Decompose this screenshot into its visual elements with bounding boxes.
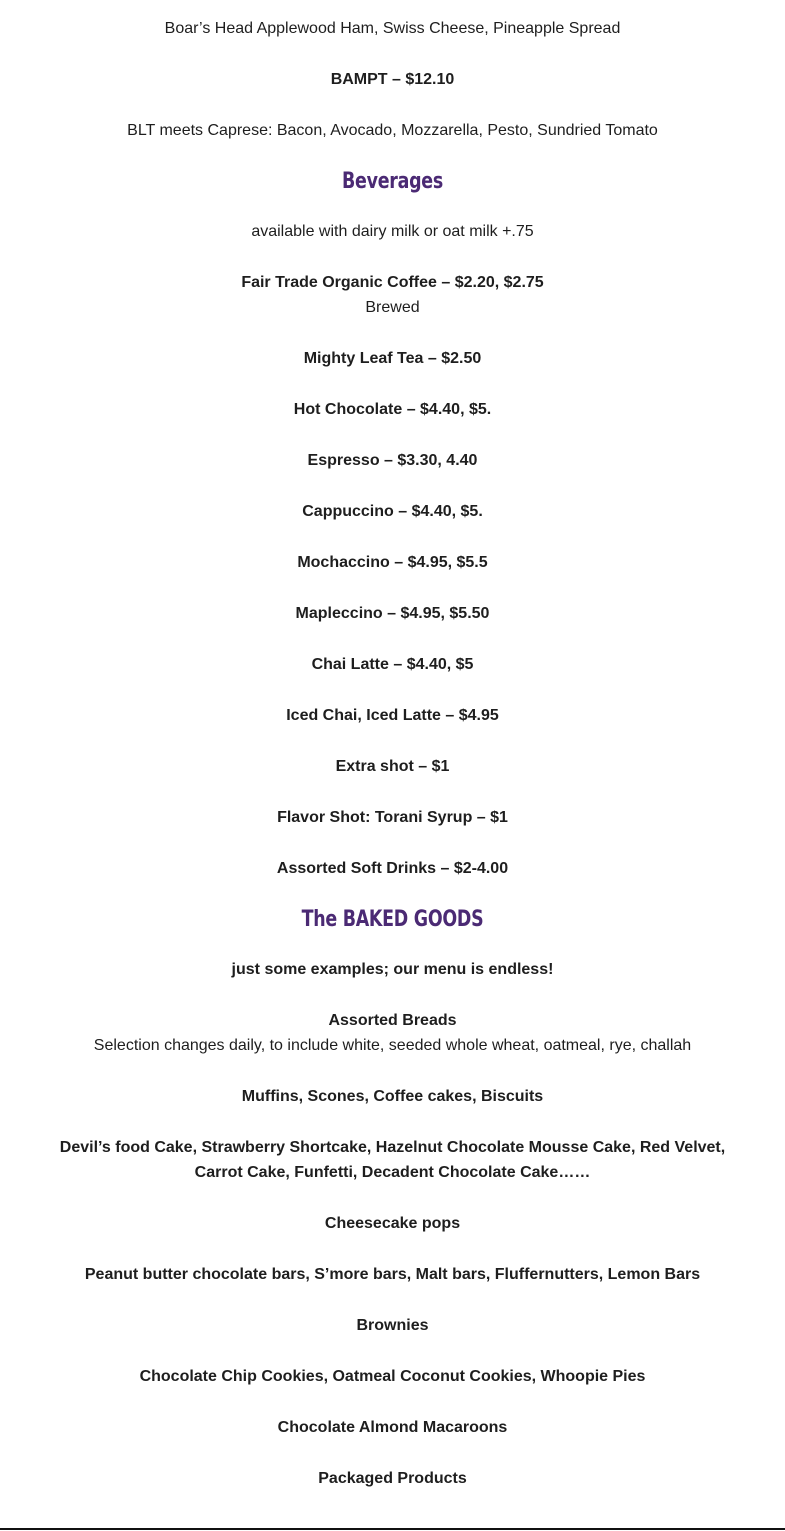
beverage-item: Assorted Soft Drinks – $2-4.00 [276, 860, 509, 877]
beverage-item: Mochaccino – $4.95, $5.5 [297, 554, 488, 571]
beverage-detail: Brewed [365, 299, 420, 316]
baked-item: Muffins, Scones, Coffee cakes, Biscuits [241, 1088, 544, 1105]
bottom-divider [0, 1528, 785, 1530]
baked-item: Cheesecake pops [324, 1215, 461, 1232]
baked-goods-heading: The BAKED GOODS [301, 907, 484, 932]
beverage-item: Flavor Shot: Torani Syrup – $1 [277, 809, 508, 826]
beverage-item: Hot Chocolate – $4.40, $5. [293, 401, 492, 418]
baked-item: Devil’s food Cake, Strawberry Shortcake, Hazelnut Chocolate Mousse Cake, Red Velvet, [59, 1139, 726, 1156]
menu-content [0, 18, 785, 1490]
baked-item: Chocolate Almond Macaroons [277, 1419, 508, 1436]
beverage-item: Mighty Leaf Tea – $2.50 [303, 350, 482, 367]
sandwich-description: Boar’s Head Applewood Ham, Swiss Cheese, Pineapple Spread [164, 20, 621, 37]
beverages-note: available with dairy milk or oat milk +.75 [251, 223, 534, 240]
baked-item: Chocolate Chip Cookies, Oatmeal Coconut Cookies, Whoopie Pies [139, 1368, 646, 1385]
baked-item: Packaged Products [318, 1470, 467, 1487]
beverage-item: Cappuccino – $4.40, $5. [302, 503, 483, 520]
beverage-item: Extra shot – $1 [335, 758, 450, 775]
baked-goods-note: just some examples; our menu is endless! [231, 961, 554, 978]
baked-item-continued: Carrot Cake, Funfetti, Decadent Chocolate Cake…… [194, 1164, 591, 1181]
sandwich-name: BAMPT – $12.10 [330, 71, 455, 88]
beverage-item: Mapleccino – $4.95, $5.50 [295, 605, 490, 622]
sandwich-description: BLT meets Caprese: Bacon, Avocado, Mozzarella, Pesto, Sundried Tomato [127, 122, 658, 139]
beverages-heading: Beverages [342, 169, 443, 194]
baked-item-detail: Selection changes daily, to include white, seeded whole wheat, oatmeal, rye, challah [93, 1037, 692, 1054]
baked-item: Assorted Breads [328, 1012, 457, 1029]
baked-item: Peanut butter chocolate bars, S’more bars, Malt bars, Fluffernutters, Lemon Bars [84, 1266, 701, 1283]
baked-item: Brownies [356, 1317, 429, 1334]
beverage-item: Espresso – $3.30, 4.40 [307, 452, 478, 469]
beverage-item: Iced Chai, Iced Latte – $4.95 [286, 707, 499, 724]
beverage-item: Fair Trade Organic Coffee – $2.20, $2.75 [241, 274, 544, 291]
beverage-item: Chai Latte – $4.40, $5 [311, 656, 474, 673]
